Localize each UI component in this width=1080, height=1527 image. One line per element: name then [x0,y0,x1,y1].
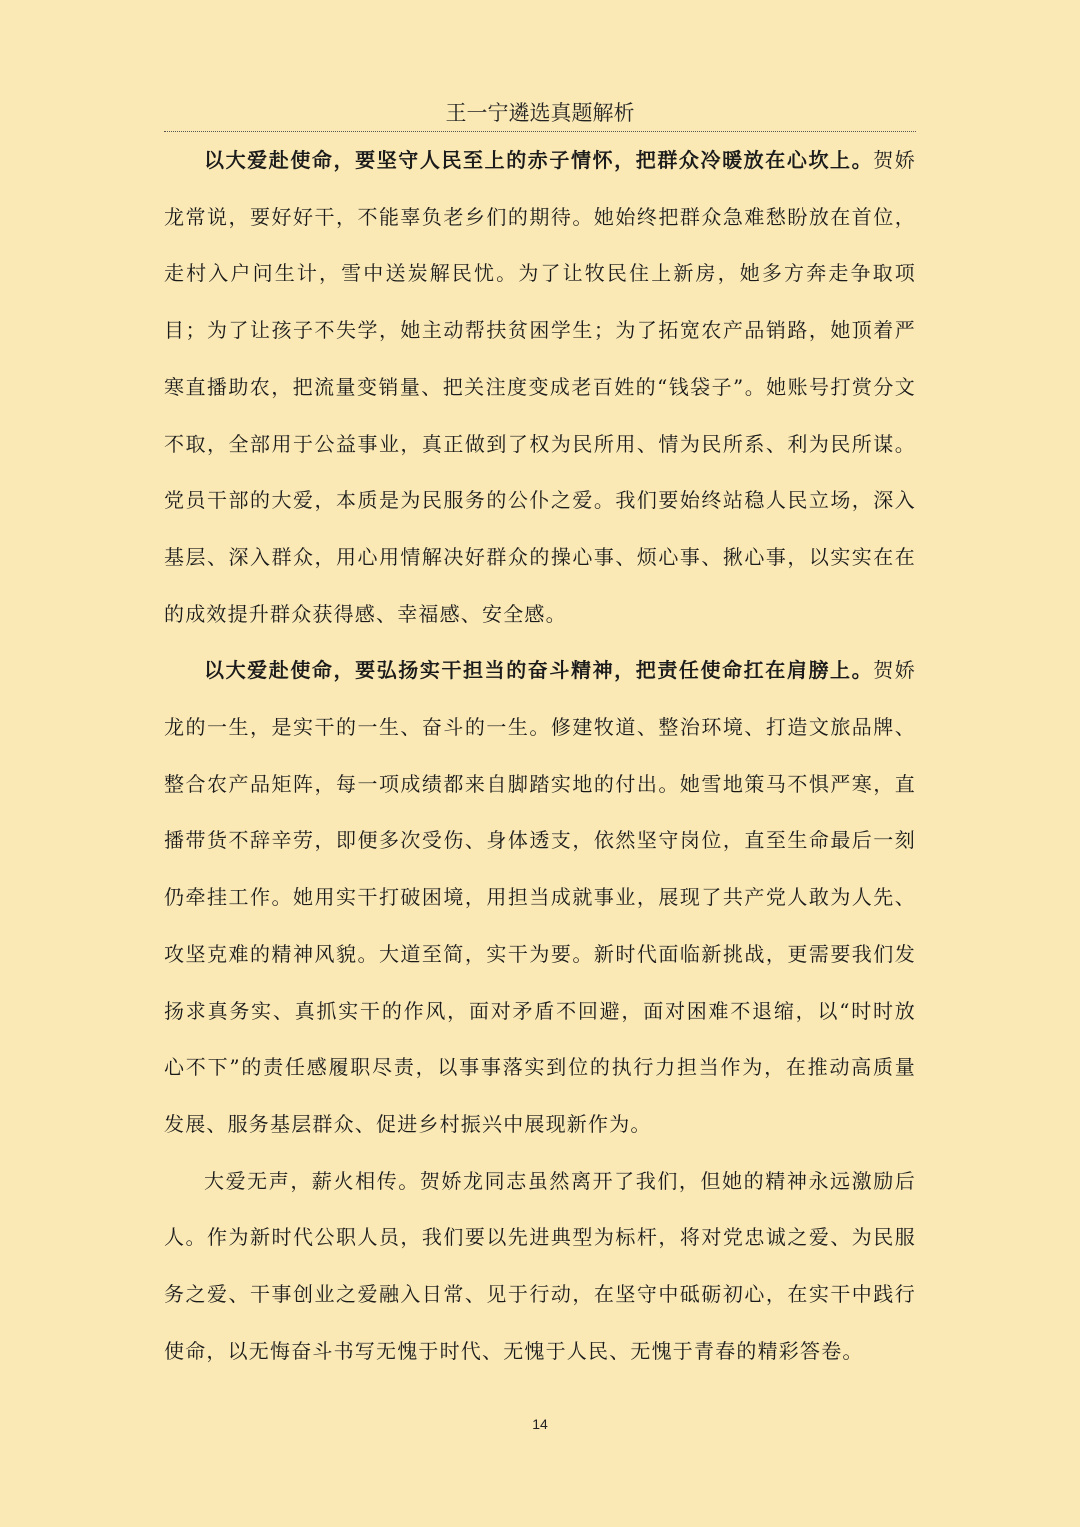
paragraph-2 [164,642,916,1152]
article-body [164,132,916,1379]
paragraph-1-lead: 以大爱赴使命，要坚守人民至上的赤子情怀，把群众冷暖放在心坎上。 [204,148,874,172]
paragraph-2-text: 贺娇龙的一生，是实干的一生、奋斗的一生。修建牧道、整治环境、打造文旅品牌、整合农产品矩阵，每一项成绩都来自脚踏实地的付出。她雪地策马不惧严寒，直播带货不辞辛劳，即便多次受伤、身体透支，依然坚守岗位，直至生命最后一刻仍牵挂工作。她用实干打破困境，用担当成就事业，展现了共产党人敢为人先、攻坚克难的精神风貌。大道至简，实干为要。新时代面临新挑战，更需要我们发扬求真务实、真抓实干的作风，面对矛盾不回避，面对困难不退缩，以“时时放心不下”的责任感履职尽责，以事事落实到位的执行力担当作为，在推动高质量发展、服务基层群众、促进乡村振兴中展现新作为。 [164,658,916,1136]
paragraph-1-text: 贺娇龙常说，要好好干，不能辜负老乡们的期待。她始终把群众急难愁盼放在首位，走村入户问生计，雪中送炭解民忧。为了让牧民住上新房，她多方奔走争取项目；为了让孩子不失学，她主动帮扶贫困学生；为了拓宽农产品销路，她顶着严寒直播助农，把流量变销量、把关注度变成老百姓的“钱袋子”。她账号打赏分文不取，全部用于公益事业，真正做到了权为民所用、情为民所系、利为民所谋。党员干部的大爱，本质是为民服务的公仆之爱。我们要始终站稳人民立场，深入基层、深入群众，用心用情解决好群众的操心事、烦心事、揪心事，以实实在在的成效提升群众获得感、幸福感、安全感。 [164,148,916,626]
page-number: 14 [532,1416,548,1432]
paragraph-2-lead: 以大爱赴使命，要弘扬实干担当的奋斗精神，把责任使命扛在肩膀上。 [204,658,874,683]
page-header-title: 王一宁遴选真题解析 [445,101,635,125]
paragraph-1 [164,132,916,642]
paragraph-3-text: 大爱无声，薪火相传。贺娇龙同志虽然离开了我们，但她的精神永远激励后人。作为新时代公职人员，我们要以先进典型为标杆，将对党忠诚之爱、为民服务之爱、干事创业之爱融入日常、见于行动，在坚守中砥砺初心，在实干中践行使命，以无悔奋斗书写无愧于时代、无愧于人民、无愧于青春的精彩答卷。 [164,1168,916,1363]
paragraph-3 [164,1153,916,1380]
